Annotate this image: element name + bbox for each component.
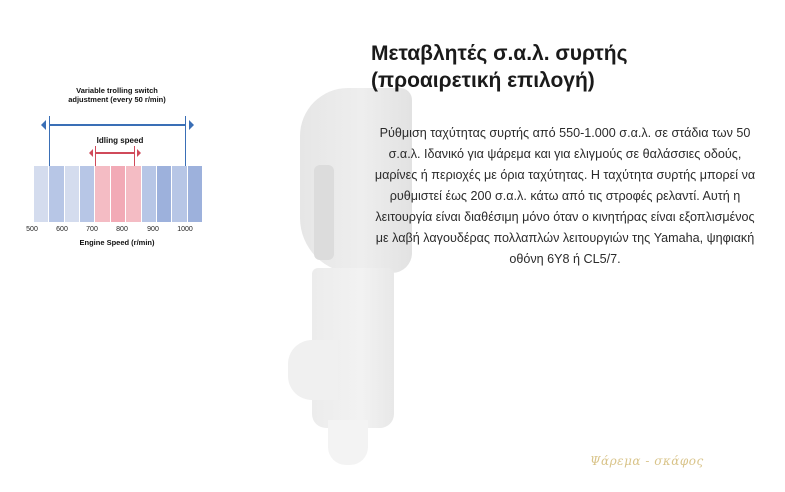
speed-bar [172, 166, 186, 222]
adjustment-range-arrow [49, 124, 186, 126]
speed-bar [49, 166, 63, 222]
engine-speed-axis [22, 226, 212, 236]
speed-bar [142, 166, 156, 222]
motor-fin [288, 340, 338, 400]
speed-bar [34, 166, 48, 222]
idling-range-arrow [95, 152, 135, 154]
idle-speed-bar [95, 166, 109, 222]
speed-bar [65, 166, 79, 222]
watermark-signature: Ψάρεμα - σκάφος [590, 454, 704, 468]
section-description: Ρύθμιση ταχύτητας συρτής από 550-1.000 σ.α.λ. σε στάδια των 50 σ.α.λ. Ιδανικό για ψάρεμα και για ελιγμούς σε θαλάσσιες οδούς, μαρίνες ή περιοχές με όρια ταχύτητας. Η ταχύτητα συρτής μπορεί να ρυθμιστεί έως 200 σ.α.λ. κάτω από τις στροφές ρελαντί. Αυτή η λειτουργία είναι διαθέσιμη μόνο όταν ο κινητήρας είναι εξοπλισμένος με λαβή λαγουδέρας πολλαπλών λειτουργιών της Yamaha, ψηφιακή οθόνη 6Υ8 ή CL5/7. [374, 126, 756, 266]
axis-tick-label: 800 [116, 226, 128, 233]
idle-end-line [134, 146, 135, 168]
axis-tick-label: 700 [86, 226, 98, 233]
speed-bar [80, 166, 94, 222]
engine-speed-axis-title: Engine Speed (r/min) [79, 238, 155, 247]
axis-tick-label: 900 [147, 226, 159, 233]
section-heading: Μεταβλητές σ.α.λ. συρτής (προαιρετική επιλογή) [371, 42, 628, 92]
axis-tick-label: 500 [26, 226, 38, 233]
speed-bar [157, 166, 171, 222]
motor-skeg [328, 420, 368, 465]
axis-tick-label: 1000 [177, 226, 193, 233]
switch-adjustment-label: Variable trolling switch adjustment (every 50 r/min) [68, 86, 166, 104]
idle-speed-bar [126, 166, 140, 222]
axis-tick-label: 600 [56, 226, 68, 233]
trolling-speed-diagram [22, 80, 212, 270]
motor-side-band [314, 165, 334, 260]
idle-speed-bar [111, 166, 125, 222]
speed-bar [188, 166, 202, 222]
idle-start-line [95, 146, 96, 168]
idling-speed-label: Idling speed [96, 136, 144, 145]
speed-bars [34, 166, 202, 222]
